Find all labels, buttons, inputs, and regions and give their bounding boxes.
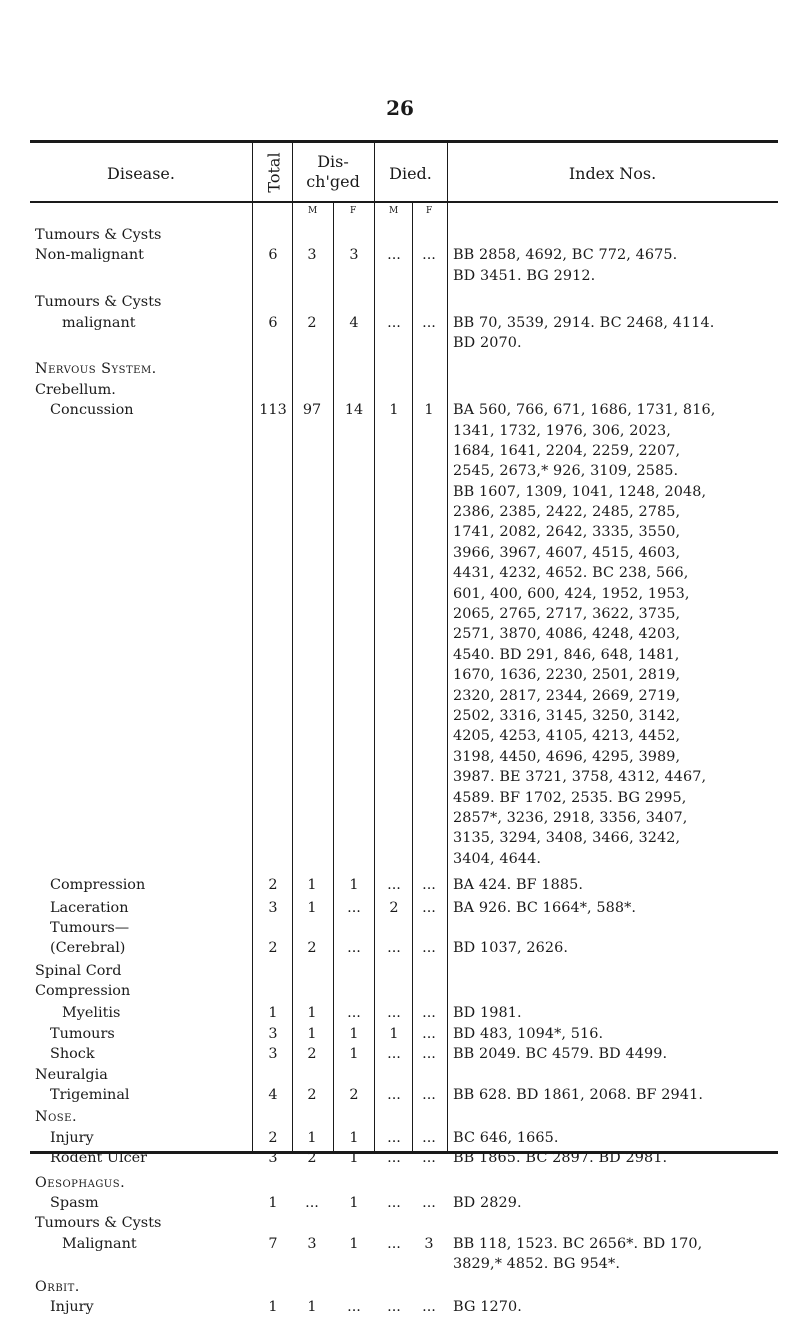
- row-line: [0, 502, 800, 522]
- row-line: [0, 961, 800, 981]
- died-female-cell: ...: [422, 877, 436, 894]
- row-line: [0, 1193, 800, 1213]
- section-heading: Orbit.: [35, 1278, 80, 1295]
- died-female-cell: ...: [422, 314, 436, 331]
- subheader-discharged-male: M: [308, 206, 318, 216]
- row-line: [0, 225, 800, 245]
- total-cell: 113: [259, 402, 287, 419]
- row-line: [0, 1254, 800, 1274]
- table-row: [0, 918, 800, 959]
- died-male-cell: ...: [387, 1298, 401, 1315]
- discharged-female-cell: 14: [344, 402, 364, 419]
- header-died: Died.: [389, 164, 432, 183]
- row-line: [0, 1065, 800, 1085]
- discharged-male-cell: 1: [307, 1025, 317, 1042]
- index-numbers: 3198, 4450, 4696, 4295, 3989,: [453, 748, 681, 765]
- row-line: [0, 1003, 800, 1023]
- table-row: [0, 292, 800, 353]
- died-female-cell: ...: [422, 940, 436, 957]
- index-numbers: BA 560, 766, 671, 1686, 1731, 816,: [453, 402, 716, 419]
- died-male-cell: 1: [389, 1025, 399, 1042]
- index-numbers: 601, 400, 600, 424, 1952, 1953,: [453, 585, 690, 602]
- index-numbers: 3829,* 4852. BG 954*.: [453, 1256, 620, 1273]
- disease-label: Tumours & Cysts: [35, 1215, 162, 1232]
- row-line: [0, 400, 800, 420]
- row-line: [0, 788, 800, 808]
- discharged-male-cell: 3: [307, 1235, 317, 1252]
- header-disease: Disease.: [107, 164, 175, 183]
- subheader-discharged-female: F: [350, 206, 357, 216]
- table-row: [0, 359, 800, 869]
- index-numbers: 2857*, 3236, 2918, 3356, 3407,: [453, 809, 688, 826]
- discharged-female-cell: 1: [349, 877, 359, 894]
- total-cell: 3: [268, 899, 278, 916]
- discharged-male-cell: 2: [307, 314, 317, 331]
- disease-label: Laceration: [50, 899, 129, 916]
- row-line: [0, 1213, 800, 1233]
- table-row: [0, 875, 800, 895]
- discharged-female-cell: 1: [349, 1025, 359, 1042]
- index-numbers: BA 926. BC 1664*, 588*.: [453, 899, 637, 916]
- died-female-cell: ...: [422, 1087, 436, 1104]
- disease-label: (Cerebral): [50, 940, 126, 957]
- discharged-female-cell: ...: [347, 1005, 361, 1022]
- row-line: [0, 380, 800, 400]
- table-body: [0, 225, 800, 1317]
- header-discharged: Dis- ch'ged: [306, 152, 360, 191]
- row-line: [0, 1107, 800, 1127]
- discharged-male-cell: 3: [307, 247, 317, 264]
- row-line: [0, 245, 800, 265]
- disease-label: Tumours: [50, 1025, 115, 1042]
- died-male-cell: ...: [387, 1150, 401, 1167]
- table-row: [0, 1003, 800, 1023]
- discharged-female-cell: 2: [349, 1087, 359, 1104]
- disease-label: Tumours & Cysts: [35, 227, 162, 243]
- died-female-cell: ...: [422, 1194, 436, 1211]
- table-row: [0, 1213, 800, 1274]
- row-line: [0, 1173, 800, 1193]
- died-female-cell: ...: [422, 247, 436, 264]
- died-female-cell: ...: [422, 1005, 436, 1022]
- died-female-cell: ...: [422, 1129, 436, 1146]
- died-male-cell: ...: [387, 1129, 401, 1146]
- discharged-female-cell: 1: [349, 1235, 359, 1252]
- discharged-female-cell: 1: [349, 1150, 359, 1167]
- discharged-female-cell: ...: [347, 1298, 361, 1315]
- index-numbers: BB 2858, 4692, BC 772, 4675.: [453, 247, 678, 264]
- died-male-cell: ...: [387, 877, 401, 894]
- disease-label: Tumours & Cysts: [35, 294, 162, 311]
- died-female-cell: ...: [422, 1150, 436, 1167]
- index-numbers: 3987. BE 3721, 3758, 4312, 4467,: [453, 769, 707, 786]
- index-numbers: 1741, 2082, 2642, 3335, 3550,: [453, 524, 681, 541]
- index-numbers: BA 424. BF 1885.: [453, 877, 584, 894]
- index-numbers: BB 1607, 1309, 1041, 1248, 2048,: [453, 483, 707, 500]
- died-male-cell: ...: [387, 314, 401, 331]
- disease-label: Compression: [35, 983, 131, 1000]
- row-line: [0, 563, 800, 583]
- died-female-cell: 3: [424, 1235, 434, 1252]
- died-male-cell: ...: [387, 1046, 401, 1063]
- died-female-cell: 1: [424, 402, 434, 419]
- index-numbers: BB 1865. BC 2897. BD 2981.: [453, 1150, 668, 1167]
- index-numbers: 4205, 4253, 4105, 4213, 4452,: [453, 728, 681, 745]
- died-male-cell: ...: [387, 940, 401, 957]
- row-line: [0, 1128, 800, 1148]
- disease-label: Trigeminal: [50, 1087, 130, 1104]
- discharged-female-cell: ...: [347, 899, 361, 916]
- disease-label: Crebellum.: [35, 381, 116, 398]
- index-numbers: 2502, 3316, 3145, 3250, 3142,: [453, 707, 681, 724]
- total-cell: 1: [268, 1298, 278, 1315]
- row-line: [0, 898, 800, 918]
- row-line: [0, 604, 800, 624]
- disease-label: Tumours—: [50, 919, 130, 936]
- index-numbers: 2065, 2765, 2717, 3622, 3735,: [453, 606, 681, 623]
- index-numbers: 2320, 2817, 2344, 2669, 2719,: [453, 687, 681, 704]
- died-female-cell: ...: [422, 1046, 436, 1063]
- row-line: [0, 665, 800, 685]
- total-cell: 2: [268, 940, 278, 957]
- row-line: [0, 421, 800, 441]
- row-line: [0, 686, 800, 706]
- disease-label: Concussion: [50, 402, 134, 419]
- died-female-cell: ...: [422, 1025, 436, 1042]
- discharged-female-cell: 1: [349, 1194, 359, 1211]
- disease-label: Rodent Ulcer: [50, 1150, 148, 1167]
- index-numbers: BD 1981.: [453, 1005, 522, 1022]
- index-numbers: 1670, 1636, 2230, 2501, 2819,: [453, 667, 681, 684]
- died-male-cell: ...: [387, 1235, 401, 1252]
- row-line: [0, 441, 800, 461]
- table-header-rule: [30, 201, 778, 203]
- died-male-cell: ...: [387, 1005, 401, 1022]
- row-line: [0, 981, 800, 1001]
- row-line: [0, 313, 800, 333]
- table-row: [0, 1044, 800, 1064]
- discharged-female-cell: 1: [349, 1046, 359, 1063]
- index-numbers: 1341, 1732, 1976, 306, 2023,: [453, 422, 671, 439]
- index-numbers: 4540. BD 291, 846, 648, 1481,: [453, 646, 680, 663]
- disease-label: Shock: [50, 1046, 95, 1063]
- table-row: [0, 1065, 800, 1106]
- discharged-male-cell: 1: [307, 1298, 317, 1315]
- index-numbers: 3404, 4644.: [453, 850, 542, 867]
- died-male-cell: ...: [387, 1087, 401, 1104]
- row-line: [0, 808, 800, 828]
- header-index: Index Nos.: [568, 164, 657, 183]
- died-male-cell: 2: [389, 899, 399, 916]
- table-row: [0, 225, 800, 286]
- row-line: [0, 1297, 800, 1317]
- disease-label: Injury: [50, 1129, 94, 1146]
- row-line: [0, 726, 800, 746]
- row-line: [0, 359, 800, 379]
- row-line: [0, 1234, 800, 1254]
- index-numbers: BD 483, 1094*, 516.: [453, 1025, 604, 1042]
- total-cell: 1: [268, 1005, 278, 1022]
- disease-label: malignant: [62, 314, 136, 331]
- discharged-male-cell: ...: [305, 1194, 319, 1211]
- index-numbers: 4431, 4232, 4652. BC 238, 566,: [453, 565, 689, 582]
- table-row: [0, 1024, 800, 1044]
- row-line: [0, 875, 800, 895]
- disease-label: Non-malignant: [35, 247, 144, 264]
- disease-label: Compression: [50, 877, 146, 894]
- table-row: [0, 1277, 800, 1317]
- discharged-male-cell: 2: [307, 1087, 317, 1104]
- disease-label: Neuralgia: [35, 1066, 108, 1083]
- table-row: [0, 961, 800, 1002]
- row-line: [0, 522, 800, 542]
- discharged-male-cell: 2: [307, 1150, 317, 1167]
- discharged-male-cell: 1: [307, 899, 317, 916]
- row-line: [0, 543, 800, 563]
- discharged-male-cell: 2: [307, 1046, 317, 1063]
- table-row: [0, 1173, 800, 1214]
- index-numbers: BB 628. BD 1861, 2068. BF 2941.: [453, 1087, 704, 1104]
- row-line: [0, 1044, 800, 1064]
- died-male-cell: ...: [387, 247, 401, 264]
- row-line: [0, 482, 800, 502]
- section-heading: Oesophagus.: [35, 1174, 126, 1191]
- died-female-cell: ...: [422, 899, 436, 916]
- total-cell: 1: [268, 1194, 278, 1211]
- index-numbers: 3135, 3294, 3408, 3466, 3242,: [453, 830, 681, 847]
- index-numbers: 4589. BF 1702, 2535. BG 2995,: [453, 789, 687, 806]
- section-heading: Nervous System.: [35, 361, 157, 378]
- index-numbers: 3966, 3967, 4607, 4515, 4603,: [453, 544, 681, 561]
- discharged-female-cell: 1: [349, 1129, 359, 1146]
- total-cell: 3: [268, 1150, 278, 1167]
- section-heading: Nose.: [35, 1109, 78, 1126]
- table-top-rule: [30, 140, 778, 143]
- table-row: [0, 1107, 800, 1148]
- row-line: [0, 849, 800, 869]
- disease-label: Spasm: [50, 1194, 99, 1211]
- discharged-male-cell: 1: [307, 877, 317, 894]
- row-line: [0, 828, 800, 848]
- total-cell: 3: [268, 1046, 278, 1063]
- index-numbers: BD 1037, 2626.: [453, 940, 569, 957]
- died-male-cell: 1: [389, 402, 399, 419]
- row-line: [0, 292, 800, 312]
- subheader-died-female: F: [426, 206, 433, 216]
- row-line: [0, 584, 800, 604]
- row-line: [0, 624, 800, 644]
- discharged-female-cell: 4: [349, 314, 359, 331]
- disease-label: Spinal Cord: [35, 962, 122, 979]
- died-male-cell: ...: [387, 1194, 401, 1211]
- discharged-male-cell: 2: [307, 940, 317, 957]
- disease-label: Myelitis: [62, 1005, 121, 1022]
- total-cell: 4: [268, 1087, 278, 1104]
- row-line: [0, 1085, 800, 1105]
- disease-label: Malignant: [62, 1235, 137, 1252]
- index-numbers: BB 118, 1523. BC 2656*. BD 170,: [453, 1235, 703, 1252]
- index-numbers: BG 1270.: [453, 1298, 522, 1315]
- row-line: [0, 938, 800, 958]
- index-numbers: BD 2829.: [453, 1194, 522, 1211]
- row-line: [0, 333, 800, 353]
- index-numbers: BB 70, 3539, 2914. BC 2468, 4114.: [453, 314, 715, 331]
- table-row: [0, 1148, 800, 1168]
- discharged-male-cell: 1: [307, 1129, 317, 1146]
- total-cell: 7: [268, 1235, 278, 1252]
- table-row: [0, 898, 800, 918]
- row-line: [0, 461, 800, 481]
- total-cell: 6: [268, 247, 278, 264]
- index-numbers: 2386, 2385, 2422, 2485, 2785,: [453, 504, 681, 521]
- discharged-female-cell: 3: [349, 247, 359, 264]
- total-cell: 2: [268, 1129, 278, 1146]
- row-line: [0, 767, 800, 787]
- died-female-cell: ...: [422, 1298, 436, 1315]
- index-numbers: 1684, 1641, 2204, 2259, 2207,: [453, 442, 681, 459]
- row-line: [0, 1277, 800, 1297]
- page-number: 26: [386, 96, 414, 120]
- row-line: [0, 645, 800, 665]
- subheader-died-male: M: [389, 206, 399, 216]
- total-cell: 3: [268, 1025, 278, 1042]
- total-cell: 6: [268, 314, 278, 331]
- index-numbers: BB 2049. BC 4579. BD 4499.: [453, 1046, 668, 1063]
- index-numbers: BD 2070.: [453, 334, 522, 351]
- discharged-male-cell: 97: [302, 402, 322, 419]
- row-line: [0, 918, 800, 938]
- index-numbers: 2571, 3870, 4086, 4248, 4203,: [453, 626, 681, 643]
- row-line: [0, 1148, 800, 1168]
- discharged-male-cell: 1: [307, 1005, 317, 1022]
- disease-label: Injury: [50, 1298, 94, 1315]
- index-numbers: BC 646, 1665.: [453, 1129, 559, 1146]
- total-cell: 2: [268, 877, 278, 894]
- row-line: [0, 1024, 800, 1044]
- discharged-female-cell: ...: [347, 940, 361, 957]
- row-line: [0, 706, 800, 726]
- header-total: Total: [264, 151, 284, 193]
- index-numbers: 2545, 2673,* 926, 3109, 2585.: [453, 463, 679, 480]
- row-line: [0, 266, 800, 286]
- row-line: [0, 747, 800, 767]
- index-numbers: BD 3451. BG 2912.: [453, 267, 596, 284]
